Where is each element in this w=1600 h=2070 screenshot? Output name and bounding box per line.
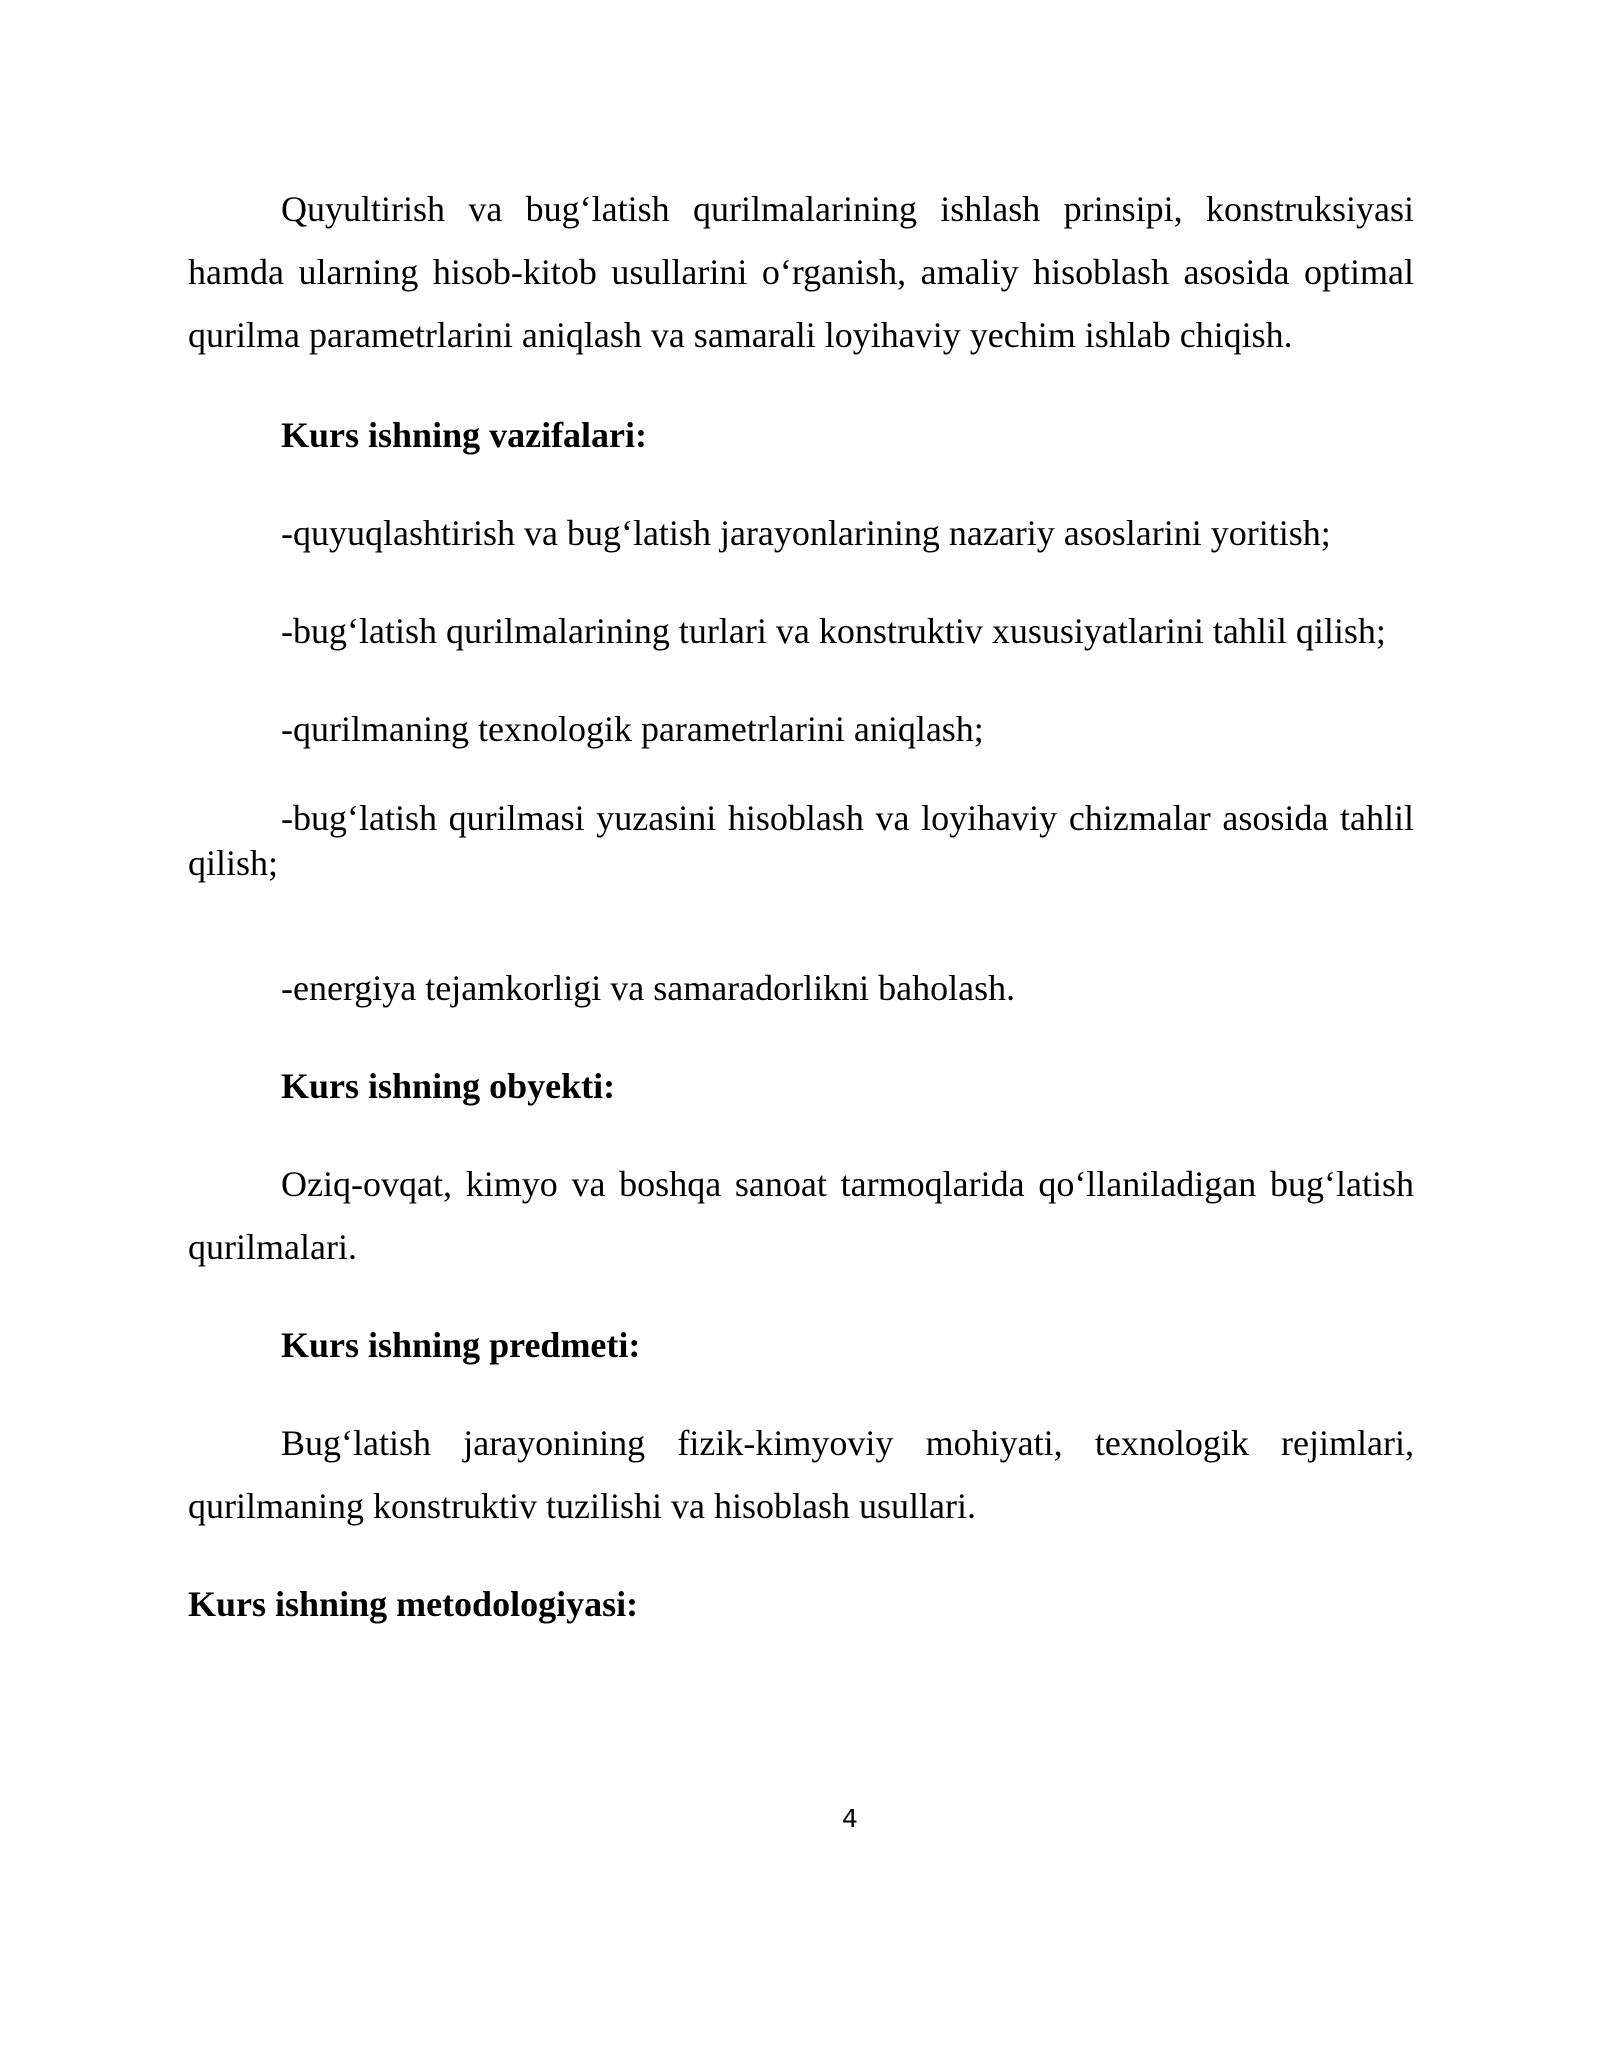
object-paragraph: Oziq-ovqat, kimyo va boshqa sanoat tarmoqlarida qo‘llaniladigan bug‘latish qurilmalari.: [188, 1164, 1414, 1267]
intro-paragraph: Quyultirish va bug‘latish qurilmalarining ishlash prinsipi, konstruksiyasi hamda ularning hisob-kitob usullarini o‘rganish, amaliy hisoblash asosida optimal qurilma parametrlarini aniqlash va samarali loyihaviy yechim ishlab chiqish.: [188, 189, 1414, 355]
task-item-5: -energiya tejamkorligi va samaradorlikni baholash.: [281, 968, 1016, 1008]
tasks-heading: Kurs ishning vazifalari:: [281, 415, 648, 455]
task-item-4: -bug‘latish qurilmasi yuzasini hisoblash va loyihaviy chizmalar asosida tahlil qilish;: [188, 798, 1414, 883]
object-heading: Kurs ishning obyekti:: [281, 1066, 616, 1106]
task-item-3: -qurilmaning texnologik parametrlarini aniqlash;: [281, 709, 984, 749]
page-number: 4: [842, 1804, 858, 1833]
methodology-heading: Kurs ishning metodologiyasi:: [188, 1584, 639, 1624]
task-item-1: -quyuqlashtirish va bug‘latish jarayonlarining nazariy asoslarini yoritish;: [281, 513, 1331, 553]
subject-paragraph: Bug‘latish jarayonining fizik-kimyoviy mohiyati, texnologik rejimlari, qurilmaning konstruktiv tuzilishi va hisoblash usullari.: [188, 1423, 1414, 1526]
task-item-2: -bug‘latish qurilmalarining turlari va konstruktiv xususiyatlarini tahlil qilish;: [281, 611, 1386, 651]
subject-heading: Kurs ishning predmeti:: [281, 1325, 641, 1365]
